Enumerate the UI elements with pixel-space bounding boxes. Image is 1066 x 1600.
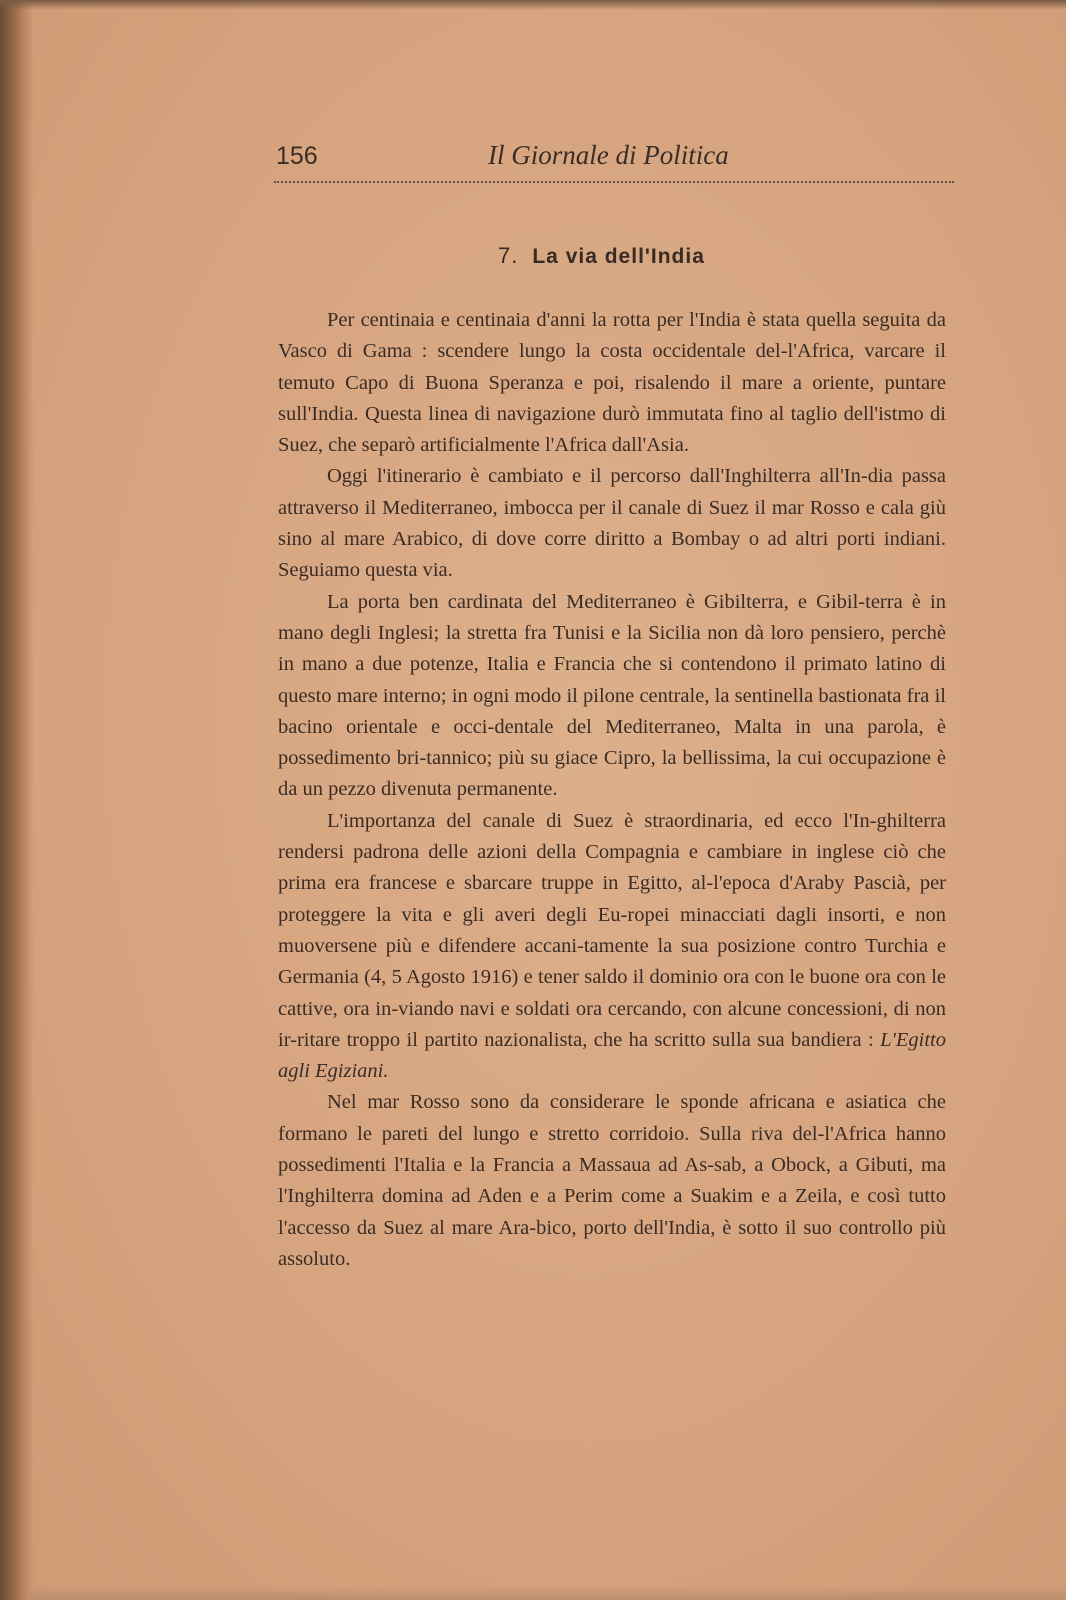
section-heading — [498, 243, 705, 269]
paragraph: Per centinaia e centinaia d'anni la rotta per l'India è stata quella seguita da Vasco di Gama : scendere lungo la costa occidentale del-l'Africa, varcare il temuto Capo di Buona Speranza e poi, risalendo il mare a oriente, puntare sull'India. Questa linea di navigazione durò immutata fino al taglio dell'istmo di Suez, che separò artificialmente l'Africa dall'Asia. — [278, 309, 946, 457]
section-number: 7. — [498, 243, 519, 268]
running-title: Il Giornale di Politica — [488, 140, 729, 170]
section-title: La via dell'India — [532, 245, 705, 268]
italic-motto: L'Egitto agli Egiziani. — [278, 1028, 947, 1083]
page-top-edge — [0, 0, 1066, 10]
paragraph: La porta ben cardinata del Mediterraneo è Gibilterra, e Gibil-terra è in mano degli Inglesi; la stretta fra Tunisi e la Sicilia non dà loro pensiero, perchè in mano a due potenze, Italia e Francia che si contendono il primato latino di questo mare interno; in ogni modo il pilone centrale, la sentinella bastionata fra il bacino orientale e occi-dentale del Mediterraneo, Malta in una parola, è possedimento bri-tannico; più su giace Cipro, la bellissima, la cui occupazione è da un pezzo divenuta permanente. — [278, 590, 946, 801]
running-header — [276, 138, 956, 178]
paragraph: Oggi l'itinerario è cambiato e il percorso dall'Inghilterra all'In-dia passa attraverso il Mediterraneo, imbocca per il canale di Suez il mar Rosso e cala giù sino al mare Arabico, di dove corre diritto a Bombay o ad altri porti indiani. Seguiamo questa via. — [278, 465, 946, 582]
book-spine-shadow — [0, 0, 34, 1600]
article-body — [278, 305, 946, 1275]
paragraph — [278, 806, 946, 1088]
paragraph: Nel mar Rosso sono da considerare le sponde africana e asiatica che formano le pareti del lungo e stretto corridoio. Sulla riva del-l'Africa hanno possedimenti l'Italia e la Francia a Massaua ad As-sab, a Obock, a Gibuti, ma l'Inghilterra domina ad Aden e a Perim come a Suakim e a Zeila, e così tutto l'accesso da Suez al mare Ara-bico, porto dell'India, è sotto il suo controllo più assoluto. — [278, 1091, 946, 1270]
paragraph-text: L'importanza del canale di Suez è straordinaria, ed ecco l'In-ghilterra rendersi padrona delle azioni della Compagnia e cambiare in inglese ciò che prima era francese e sbarcare truppe in Egitto, al-l'epoca d'Araby Pascià, per proteggere la vita e gli averi degli Eu-ropei minacciati dagli insorti, e non muoversene più e difendere accani-tamente la sua posizione contro Turchia e Germania (4, 5 Agosto 1916) e tener saldo il dominio ora con le buone ora con le cattive, ora in-viando navi e soldati ora cercando, con alcune concessioni, di non ir-ritare troppo il partito nazionalista, che ha scritto sulla sua bandiera : — [278, 809, 946, 1051]
header-dotted-rule — [274, 181, 954, 183]
page-number: 156 — [276, 142, 318, 170]
page-bottom-edge — [30, 1586, 1066, 1600]
